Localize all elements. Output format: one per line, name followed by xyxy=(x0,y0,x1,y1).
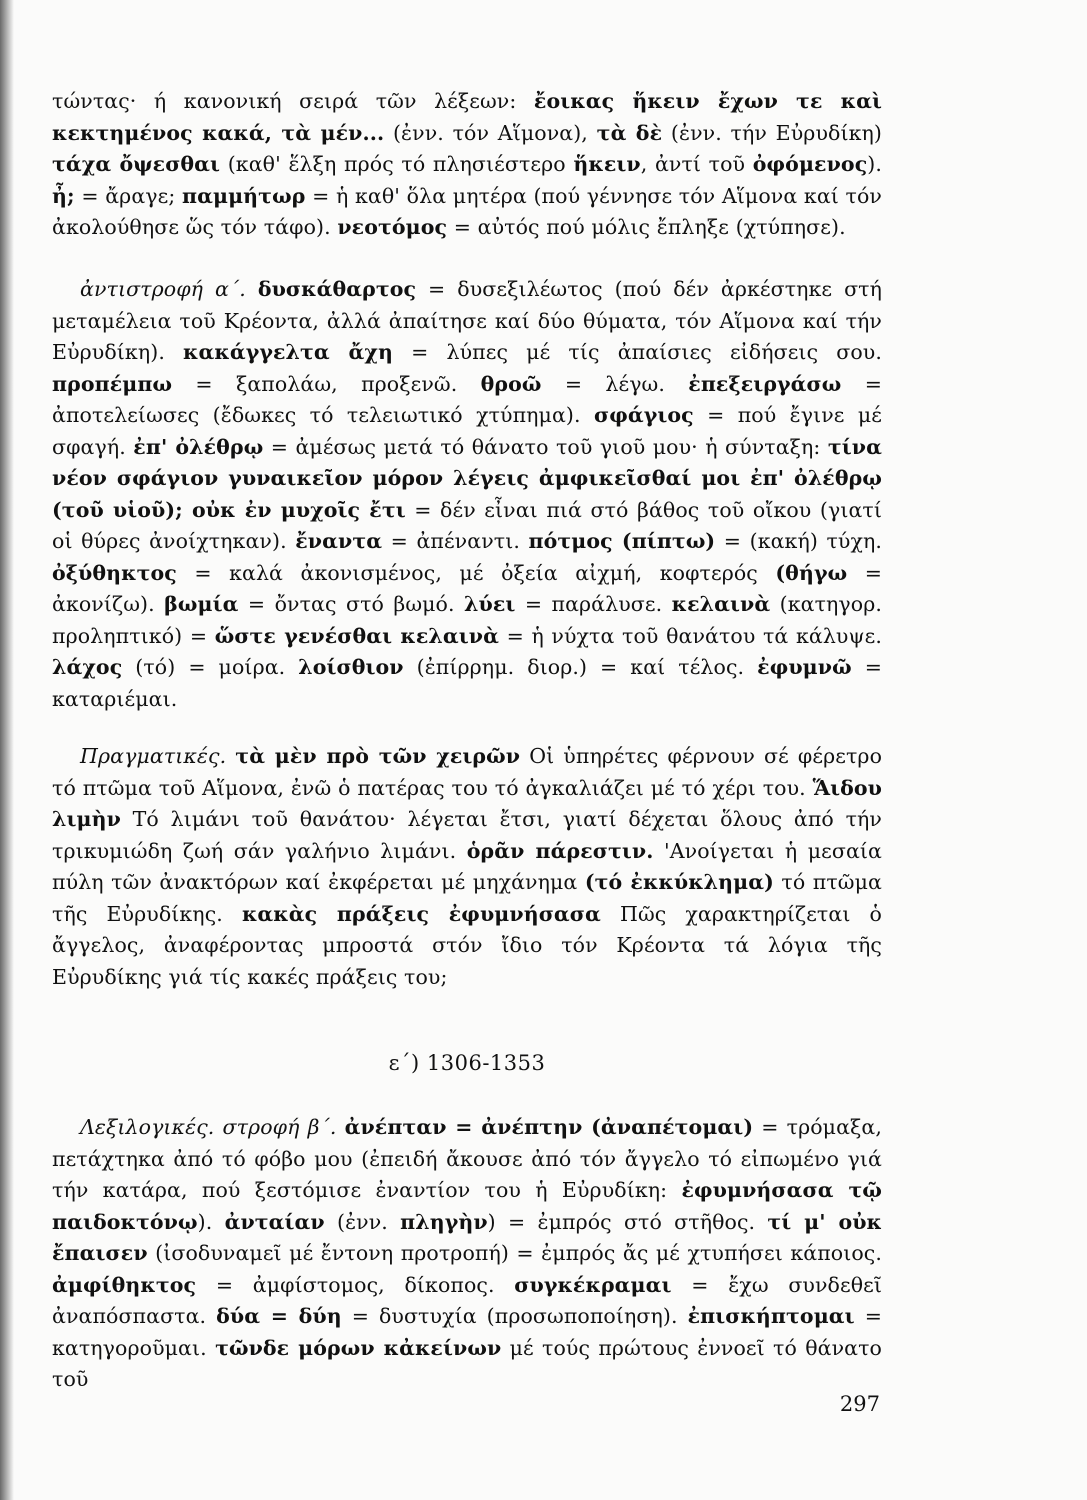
greek-term: τί μ' οὐκ ἔπαισεν xyxy=(52,1209,883,1265)
greek-term: ἀνταίαν xyxy=(224,1209,325,1234)
text-run: ). xyxy=(197,1209,225,1234)
greek-term: πότμος (πίπτω) xyxy=(528,529,716,553)
greek-term: ὀφόμενος xyxy=(752,152,868,176)
greek-term: ἐφυμνῶ xyxy=(757,655,852,679)
greek-term: κελαινὰ xyxy=(671,592,771,616)
text-run: Οἱ ὑπηρέτες φέρνουν σέ φέρετρο τό πτῶμα τοῦ Αἵμονα, ἐνῶ ὁ πατέρας του τό ἀγκαλιάζει μέ τό χέρι του. xyxy=(52,744,883,800)
text-run: Τό λιμάνι τοῦ θανάτου· λέγεται ἔτσι, γιατί δέχεται ὅλους ἀπό τήν τρικυμιώδη ζωή σάν γαλήνιο λιμάνι. xyxy=(52,807,882,863)
text-run: τό πτῶμα τῆς Εὐρυδίκης. xyxy=(52,870,882,926)
greek-term: ἐπεξειργάσω xyxy=(688,371,842,396)
section-label: Πραγματικές. xyxy=(80,744,227,768)
text-run: = ὄντας στό βωμό. xyxy=(238,592,465,616)
greek-term: δυσκάθαρτος xyxy=(257,277,417,301)
text-run: , ἀντί τοῦ xyxy=(640,152,753,176)
text-run: (ἐνν. τόν Αἵμονα), xyxy=(384,120,597,145)
greek-term: κακὰς πράξεις ἐφυμνήσασα xyxy=(241,901,601,926)
text-run: = ἀμφίστομος, δίκοπος. xyxy=(196,1272,515,1297)
greek-term: ὥστε γενέσθαι κελαινὰ xyxy=(214,623,499,648)
greek-term: τῶνδε μόρων κἀκείνων xyxy=(215,1335,502,1360)
greek-term: ἀμφίθηκτος xyxy=(52,1272,197,1297)
greek-term: νεοτόμος xyxy=(337,215,448,239)
greek-term: λοίσθιον xyxy=(298,655,404,679)
greek-term: τὰ δὲ xyxy=(596,120,663,145)
greek-term: τὰ μὲν πρὸ τῶν χειρῶν xyxy=(235,744,521,768)
greek-term: (θήγω xyxy=(775,560,848,585)
text-run: (ἐπίρρημ. διορ.) = καί τέλος. xyxy=(403,655,758,679)
text-run: = ἀμέσως μετά τό θάνατο τοῦ γιοῦ μου· ἡ σύνταξη: xyxy=(263,434,828,459)
greek-term: λύει xyxy=(464,592,516,616)
greek-term: ἦ; xyxy=(52,183,75,208)
greek-term: λάχος xyxy=(52,655,123,679)
text-run: = ἄραγε; xyxy=(74,183,182,208)
greek-term: σφάγιος xyxy=(594,403,694,427)
paragraph-lexical xyxy=(52,1112,882,1396)
greek-term: (τό ἐκκύκλημα) xyxy=(584,870,774,894)
text-run: = δυστυχία (προσωποποίηση). xyxy=(341,1304,688,1328)
text-run: = αὐτός πού μόλις ἔπληξε (χτύπησε). xyxy=(447,215,846,239)
scan-edge-shadow xyxy=(0,0,14,1500)
text-run: = καταριέμαι. xyxy=(52,655,882,711)
text-run: ). xyxy=(867,152,883,176)
greek-term: ἔοικας ἥκειν ἔχων τε καὶ κεκτημένος κακά, τὰ μέν... xyxy=(52,89,882,145)
text-run: = κατηγοροῦμαι. xyxy=(52,1304,882,1360)
greek-term: ὀξύθηκτος xyxy=(52,560,177,585)
text-run: = ἀκονίζω). xyxy=(52,560,882,616)
text-run: = ἀπέναντι. xyxy=(382,529,529,553)
paragraph-antistrophe xyxy=(52,274,882,715)
greek-term: ὁρᾶν πάρεστιν. xyxy=(466,838,654,863)
section-label: ἀντιστροφή α΄. xyxy=(80,277,246,301)
text-run: = ἡ καθ' ὅλα μητέρα (πού γέννησε τόν Αἵμονα καί τόν ἀκολούθησε ὥς τόν τάφο). xyxy=(52,183,882,239)
greek-term: τίνα νέον σφάγιον γυναικεῖον μόρον λέγεις ἀμφικεῖσθαί μοι ἐπ' ὀλέθρῳ (τοῦ υἱοῦ); οὐκ ἐν μυχοῖς ἔτι xyxy=(52,434,882,522)
greek-term: ἐφυμνήσασα τῷ παιδοκτόνῳ xyxy=(52,1178,882,1234)
text-run: μέ τούς πρώτους ἐννοεῖ τό θάνατο τοῦ xyxy=(52,1335,882,1391)
text-run: = ξαπολάω, προξενῶ. xyxy=(172,371,481,396)
greek-term: προπέμπω xyxy=(52,371,173,396)
text-run: (ἐνν. τήν Εὐρυδίκη) xyxy=(662,120,882,145)
text-run: = παράλυσε. xyxy=(515,592,672,616)
text-run: (τό) = μοίρα. xyxy=(122,655,299,679)
greek-term: ἐπ' ὀλέθρῳ xyxy=(133,434,264,459)
text-run: = δέν εἶναι πιά στό βάθος τοῦ οἴκου (γιατί οἱ θύρες ἀνοίχτηκαν). xyxy=(52,497,882,553)
greek-term: παμμήτωρ xyxy=(181,183,306,208)
text-run: (ἰσοδυναμεῖ μέ ἔντονη προτροπή) = ἐμπρός ἄς μέ χτυπήσει κάποιος. xyxy=(147,1241,882,1265)
greek-term: δύα = δύη xyxy=(216,1304,342,1328)
greek-term: ἐπισκήπτομαι xyxy=(687,1304,855,1328)
text-run: = πού ἔγινε μέ σφαγή. xyxy=(52,403,883,459)
greek-term: ἀνέπταν = ἀνέπτην (ἀναπέτομαι) xyxy=(344,1115,754,1139)
text-run: 'Ανοίγεται ἡ μεσαία πύλη τῶν ἀνακτόρων καί ἐκφέρεται μέ μηχάνημα xyxy=(52,838,882,894)
paragraph-continuation xyxy=(52,86,882,244)
text-run: = καλά ἀκονισμένος, μέ ὀξεία αἰχμή, κοφτερός xyxy=(176,560,776,585)
greek-term: συγκέκραμαι xyxy=(514,1272,672,1297)
greek-term: κακάγγελτα ἄχη xyxy=(183,340,393,364)
text-run: = ἀποτελείωσες (ἔδωκες τό τελειωτικό χτύπημα). xyxy=(52,371,882,427)
text-run: (ἐνν. xyxy=(324,1209,401,1234)
text-run: = ἡ νύχτα τοῦ θανάτου τά κάλυψε. xyxy=(498,623,882,648)
greek-term: Ἅιδου λιμὴν xyxy=(52,775,882,831)
page-number: 297 xyxy=(839,1392,880,1416)
text-run: = ἔχω συνδεθεῖ ἀναπόσπαστα. xyxy=(52,1272,882,1328)
text-run: = τρόμαξα, πετάχτηκα ἀπό τό φόβο μου (ἐπειδή ἄκουσε ἀπό τόν ἄγγελο τό εἰπωμένο γιά τήν κατάρα, πού ξεστόμισε ἐναντίον του ἡ Εὐρυδίκη: xyxy=(52,1115,882,1202)
text-run: = λέγω. xyxy=(541,371,689,396)
text-run: (καθ' ἕλξη πρός τό πλησιέστερο xyxy=(220,152,574,176)
greek-term: βωμία xyxy=(164,592,239,616)
text-run: ) = ἐμπρός στό στῆθος. xyxy=(487,1209,768,1234)
greek-term: ἥκειν xyxy=(573,152,641,176)
text-run: = (κακή) τύχη. xyxy=(715,529,883,553)
text-run: = δυσεξιλέωτος (πού δέν ἀρκέστηκε στή μεταμέλεια τοῦ Κρέοντα, ἀλλά ἀπαίτησε καί δύο θύματα, τόν Αἵμονα καί τήν Εὐρυδίκη). xyxy=(52,277,882,364)
text-run: τώντας· ή κανονική σειρά τῶν λέξεων: xyxy=(52,89,534,113)
text-run: Πῶς χαρακτηρίζεται ὁ ἄγγελος, ἀναφέροντας μπροστά στόν ἴδιο τόν Κρέοντα τά λόγια τῆς Εὐρυδίκης γιά τίς κακές πράξεις του; xyxy=(52,901,882,989)
section-heading: ε΄) 1306-1353 xyxy=(388,1051,546,1075)
section-label: Λεξιλογικές. στροφή β΄. xyxy=(80,1115,337,1139)
greek-term: ἔναντα xyxy=(295,529,383,553)
greek-term: θροῶ xyxy=(480,371,542,396)
paragraph-realia xyxy=(52,741,882,993)
greek-term: πληγὴν xyxy=(400,1209,488,1234)
greek-term: τάχα ὄψεσθαι xyxy=(52,152,221,176)
text-run: = λύπες μέ τίς ἀπαίσιες εἰδήσεις σου. xyxy=(393,340,882,364)
text-run: (κατηγορ. προληπτικό) = xyxy=(52,592,882,648)
